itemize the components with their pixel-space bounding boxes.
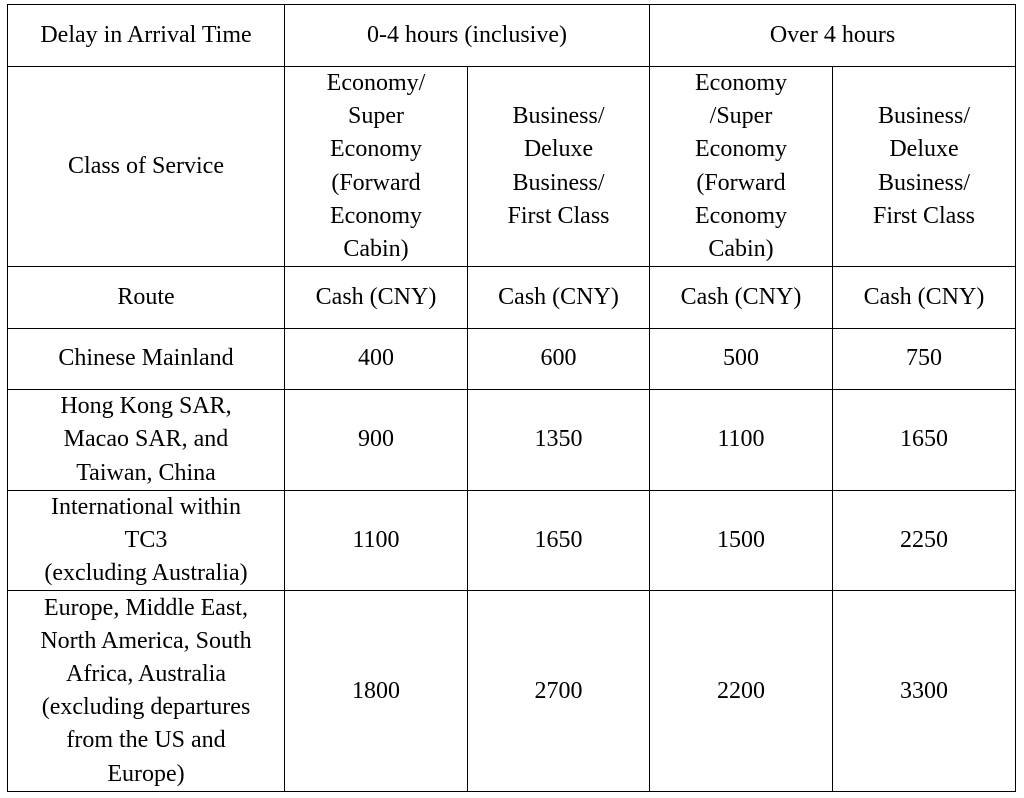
class-col3-line: (Forward xyxy=(696,169,786,196)
class-col1-cell xyxy=(285,67,468,267)
table-row xyxy=(8,390,1016,491)
route-line: Chinese Mainland xyxy=(58,345,234,372)
route-line: Taiwan, China xyxy=(76,459,216,486)
class-col3-line: Economy xyxy=(695,70,787,97)
route-label: Route xyxy=(8,267,285,329)
compensation-table xyxy=(7,4,1016,792)
value-cell: 1100 xyxy=(285,491,468,591)
class-col2-cell xyxy=(468,67,650,267)
class-of-service-row xyxy=(8,67,1016,267)
value-cell: 600 xyxy=(468,329,650,390)
class-col4-line: Deluxe xyxy=(889,136,959,163)
value-cell: 1800 xyxy=(285,591,468,792)
class-col4-line: First Class xyxy=(872,202,976,229)
class-col4-line: Business/ xyxy=(877,103,970,130)
route-cell xyxy=(8,390,285,491)
unit-cell: Cash (CNY) xyxy=(468,267,650,329)
value-cell: 2200 xyxy=(650,591,833,792)
route-line: TC3 xyxy=(124,527,168,554)
class-col2-line: First Class xyxy=(507,202,610,229)
table-row xyxy=(8,329,1016,390)
class-col1-line: Economy xyxy=(330,202,422,229)
class-col3-cell xyxy=(650,67,833,267)
route-line: (excluding departures xyxy=(41,694,251,721)
route-line: Hong Kong SAR, xyxy=(60,393,232,420)
unit-cell: Cash (CNY) xyxy=(833,267,1016,329)
class-col2-line: Deluxe xyxy=(523,136,594,163)
class-col3-line: /Super xyxy=(709,103,773,130)
unit-cell: Cash (CNY) xyxy=(285,267,468,329)
route-cell xyxy=(8,491,285,591)
class-col3-line: Economy xyxy=(695,202,787,229)
value-cell: 1650 xyxy=(833,390,1016,491)
group-over-4-hours-cell: Over 4 hours xyxy=(650,5,1016,67)
class-col4-line: Business/ xyxy=(877,169,970,196)
class-col3-line: Economy xyxy=(695,136,787,163)
value-cell: 900 xyxy=(285,390,468,491)
route-line: Africa, Australia xyxy=(66,661,226,688)
class-col1-line: Economy/ xyxy=(326,70,426,97)
table-row xyxy=(8,491,1016,591)
class-of-service-label: Class of Service xyxy=(8,67,285,267)
value-cell: 1500 xyxy=(650,491,833,591)
value-cell: 2700 xyxy=(468,591,650,792)
route-line: Europe, Middle East, xyxy=(44,595,248,621)
value-cell: 3300 xyxy=(833,591,1016,792)
value-cell: 750 xyxy=(833,329,1016,390)
class-col1-line: (Forward xyxy=(331,169,421,196)
class-col1-line: Cabin) xyxy=(343,235,409,262)
route-line: Europe) xyxy=(107,760,185,787)
route-line: Macao SAR, and xyxy=(63,426,229,453)
value-cell: 1350 xyxy=(468,390,650,491)
value-cell: 2250 xyxy=(833,491,1016,591)
route-line: International within xyxy=(51,494,241,520)
class-col4-cell xyxy=(833,67,1016,267)
group-0-4-hours-cell: 0-4 hours (inclusive) xyxy=(285,5,650,67)
value-cell: 500 xyxy=(650,329,833,390)
header-row xyxy=(8,5,1016,67)
route-line: (excluding Australia) xyxy=(44,560,248,587)
value-cell: 400 xyxy=(285,329,468,390)
value-cell: 1650 xyxy=(468,491,650,591)
delay-label-cell: Delay in Arrival Time xyxy=(8,5,285,67)
class-col1-line: Economy xyxy=(330,136,422,163)
value-cell: 1100 xyxy=(650,390,833,491)
table-row xyxy=(8,591,1016,792)
route-cell xyxy=(8,329,285,390)
class-col3-line: Cabin) xyxy=(708,235,774,262)
route-line: from the US and xyxy=(66,727,226,754)
route-cell xyxy=(8,591,285,792)
route-line: North America, South xyxy=(40,628,252,655)
class-col2-line: Business/ xyxy=(512,103,605,130)
class-col1-line: Super xyxy=(348,103,404,130)
class-col2-line: Business/ xyxy=(512,169,605,196)
unit-row xyxy=(8,267,1016,329)
unit-cell: Cash (CNY) xyxy=(650,267,833,329)
